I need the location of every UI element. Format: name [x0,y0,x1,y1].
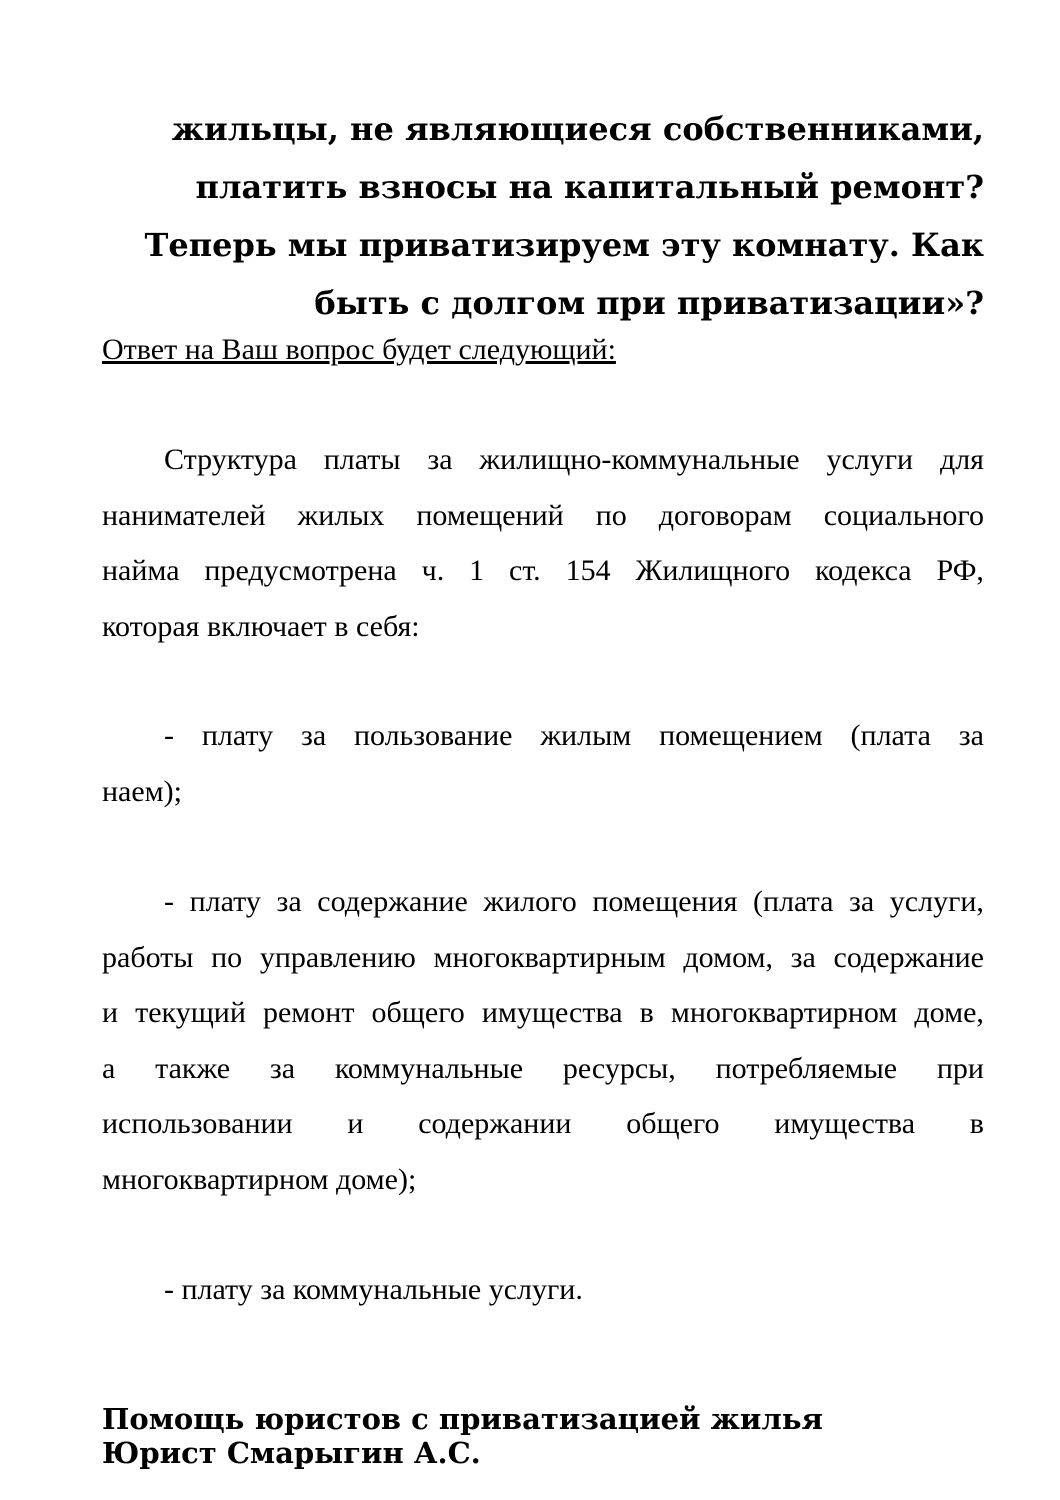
word: договорам [658,498,792,532]
signature-service: Помощь юристов с приватизацией жилья [102,1402,823,1436]
word: управлению [259,940,416,974]
word: имущества [774,1107,916,1140]
word: - [164,719,174,752]
word: за [269,1051,296,1085]
word: текущий [135,996,246,1029]
word: доме, [914,996,984,1029]
word: общего [371,996,465,1029]
word: содержание [317,885,468,918]
word: предусмотрена [204,554,397,587]
paragraph-line [102,543,984,599]
paragraph-line [102,1096,984,1152]
word: использовании [102,1107,293,1140]
word: жилых [297,498,385,532]
word: найма [102,554,180,587]
word: при [936,1051,984,1085]
word: плату [201,719,274,752]
word: услуги, [889,885,984,918]
paragraph-structure [102,432,984,654]
word: за [276,885,302,918]
question-line: жильцы, не являющиеся собственниками, [171,110,984,148]
word: 154 [565,554,611,587]
list-item-rent [102,708,984,819]
word: общего [626,1107,720,1140]
paragraph-line [102,985,984,1041]
word: жилищно-коммунальные [479,443,800,476]
word: в [969,1107,984,1140]
word: ремонт [262,996,355,1029]
word: для [939,443,984,476]
question-line: Теперь мы приватизируем эту комнату. Как [144,226,984,264]
word: ч. [421,554,445,587]
word: за [300,719,327,752]
word: помещением [659,719,823,752]
list-item-utilities [102,1262,984,1318]
word: содержание [833,940,984,974]
word: домом, [683,940,773,974]
word: работы [102,940,194,974]
paragraph-line [102,874,984,930]
word: за [958,719,984,752]
word: помещения [592,885,738,918]
paragraph-line: которая включает в себя: [102,609,420,643]
word: пользование [353,719,513,752]
word: Жилищного [635,554,791,587]
word: коммунальные [334,1051,524,1085]
paragraph-line [102,708,984,764]
question-heading [102,100,984,332]
word: имущества [481,996,623,1029]
word: 1 [469,554,485,587]
word: многоквартирном [670,996,898,1029]
word: а [102,1051,116,1085]
word: (плата [753,885,834,918]
word: помещений [416,498,564,532]
word: за [427,443,453,476]
paragraph-line [102,432,984,488]
word: (плата [850,719,931,752]
word: плату [189,885,261,918]
word: и [102,996,119,1029]
paragraph-line: многоквартирном доме); [102,1162,417,1196]
signature-author: Юрист Смарыгин А.С. [102,1436,481,1470]
word: услуги [826,443,914,476]
signature-block [102,1402,823,1470]
paragraph-line [102,488,984,544]
word: платы [323,443,401,476]
word: РФ, [936,554,984,587]
answer-intro: Ответ на Ваш вопрос будет следующий: [102,333,616,366]
word: - [164,885,174,918]
word: нанимателей [102,498,266,532]
question-line: платить взносы на капитальный ремонт? [195,168,984,206]
word: жилым [540,719,632,752]
word: в [639,996,654,1029]
word: за [849,885,875,918]
word: содержании [418,1107,572,1140]
paragraph-line: - плату за коммунальные услуги. [164,1273,583,1306]
paragraph-line [102,1041,984,1097]
paragraph-line [102,930,984,986]
word: и [347,1107,364,1140]
list-item-maintenance [102,874,984,1207]
word: за [790,940,816,974]
word: социального [823,498,984,532]
word: Структура [164,443,297,476]
word: ст. [509,554,541,587]
word: ресурсы, [562,1051,676,1085]
word: по [595,498,627,532]
word: жилого [483,885,577,918]
word: кодекса [815,554,912,587]
word: также [155,1051,231,1085]
question-line: быть с долгом при приватизации»? [314,284,984,322]
word: многоквартирным [433,940,666,974]
word: потребляемые [715,1051,898,1085]
word: по [211,940,243,974]
paragraph-line: наем); [102,774,182,808]
